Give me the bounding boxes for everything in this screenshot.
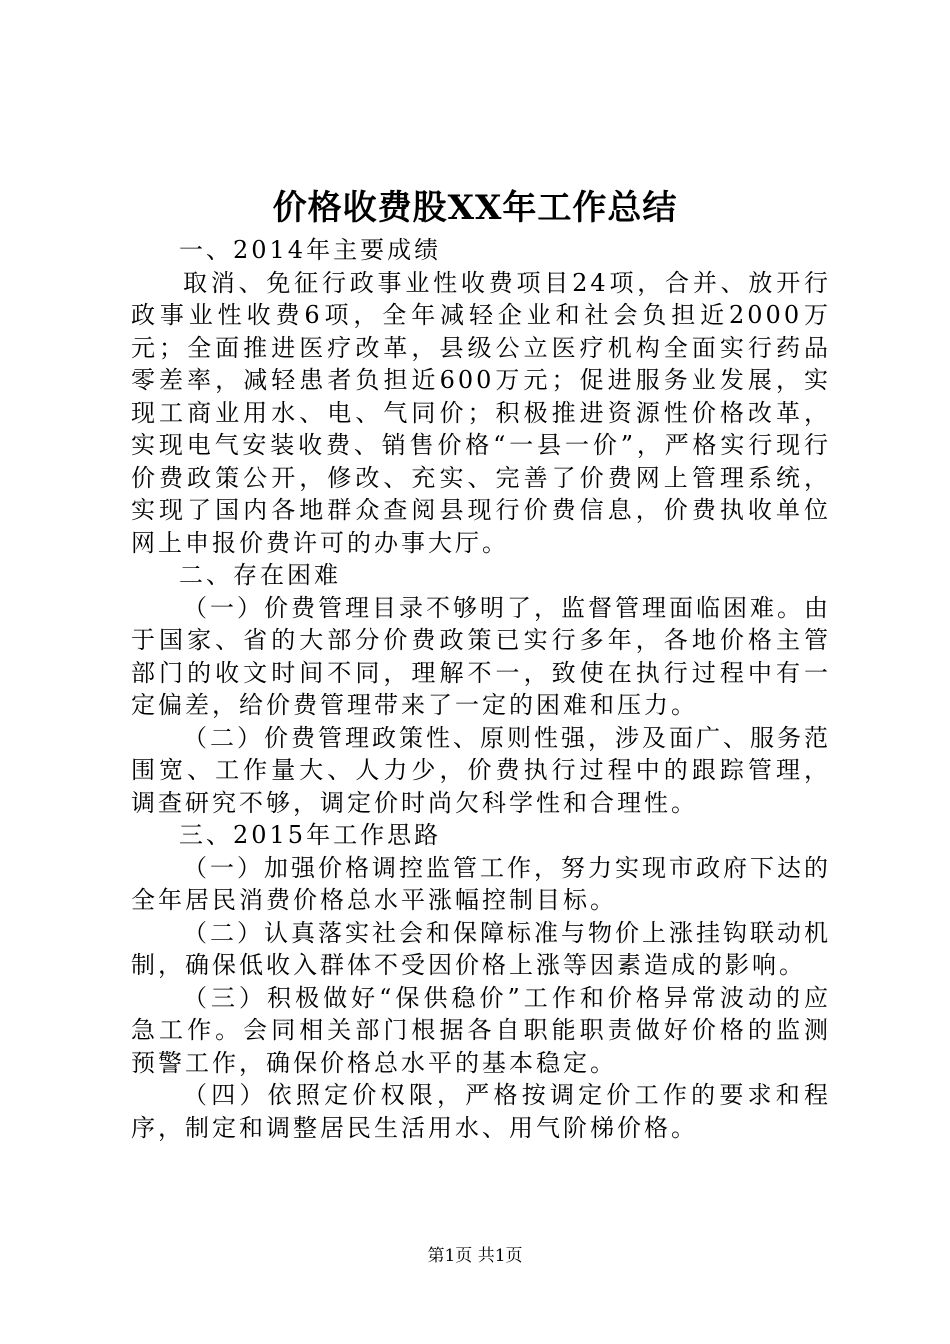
paragraph: （二）价费管理政策性、原则性强，涉及面广、服务范围宽、工作量大、人力少，价费执行过程中的跟踪管理，调查研究不够，调定价时尚欠科学性和合理性。: [131, 723, 831, 817]
paragraph: （三）积极做好“保供稳价”工作和价格异常波动的应急工作。会同相关部门根据各自职能职责做好价格的监测预警工作，确保价格总水平的基本稳定。: [131, 983, 831, 1077]
page-footer: 第1页 共1页: [427, 1246, 523, 1266]
paragraph: （一）加强价格调控监管工作，努力实现市政府下达的全年居民消费价格总水平涨幅控制目标。: [131, 853, 831, 914]
paragraph: （四）依照定价权限，严格按调定价工作的要求和程序，制定和调整居民生活用水、用气阶梯价格。: [131, 1081, 831, 1142]
document-body: [131, 234, 831, 1144]
section-heading: 三、2015年工作思路: [179, 821, 442, 849]
paragraph: （二）认真落实社会和保障标准与物价上涨挂钩联动机制，确保低收入群体不受因价格上涨等因素造成的影响。: [131, 918, 831, 979]
section-heading: 二、存在困难: [179, 561, 341, 589]
section-heading: 一、2014年主要成绩: [179, 236, 442, 264]
paragraph: （一）价费管理目录不够明了，监督管理面临困难。由于国家、省的大部分价费政策已实行多年，各地价格主管部门的收文时间不同，理解不一，致使在执行过程中有一定偏差，给价费管理带来了一定的困难和压力。: [131, 593, 831, 719]
paragraph: 取消、免征行政事业性收费项目24项，合并、放开行政事业性收费6项，全年减轻企业和社会负担近2000万元；全面推进医疗改革，县级公立医疗机构全面实行药品零差率，减轻患者负担近600万元；促进服务业发展，实现工商业用水、电、气同价；积极推进资源性价格改革，实现电气安装收费、销售价格“一县一价”，严格实行现行价费政策公开，修改、充实、完善了价费网上管理系统，实现了国内各地群众查阅县现行价费信息，价费执收单位网上申报价费许可的办事大厅。: [131, 268, 831, 557]
document-title: 价格收费股XX年工作总结: [272, 188, 678, 228]
